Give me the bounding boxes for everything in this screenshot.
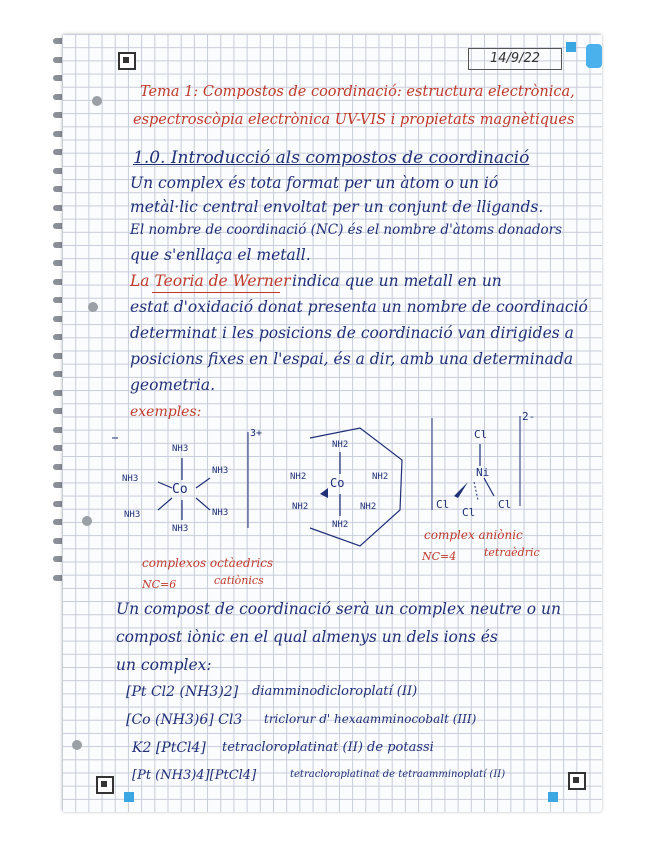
corner-square-top-right: [566, 42, 576, 52]
structure3-ligand-top: Cl: [474, 428, 488, 441]
date-field: 14/9/22: [468, 48, 562, 70]
examples-label: exemples:: [130, 404, 202, 420]
structure2-ligand-bottom: NH2: [332, 520, 349, 530]
paragraph1-line-1: Un complex és tota format per un àtom o un ió: [130, 174, 499, 192]
section-heading: 1.0. Introducció als compostos de coordinació: [133, 148, 530, 168]
structure3-ligand-middle: Cl: [462, 506, 476, 519]
paragraph1-line-4: que s'enllaça el metall.: [130, 246, 311, 264]
structure2-ligand-lower-left: NH2: [292, 502, 309, 512]
structure1-ligand-bottom: NH3: [172, 524, 189, 534]
paragraph3-line-1: Un compost de coordinació serà un complex neutre o un: [116, 600, 561, 618]
example-3-formula: K2 [PtCl4]: [132, 740, 206, 756]
structure1-center: Co: [172, 482, 188, 497]
page-tab: [586, 44, 602, 68]
paragraph1-line-3: El nombre de coordinació (NC) és el nombre d'àtoms donadors: [130, 222, 563, 238]
structure3-charge: 2-: [522, 410, 536, 423]
caption-left-line-2: catiònics: [214, 574, 264, 587]
structure2-center: Co: [330, 476, 345, 490]
nc-left: NC=6: [142, 578, 177, 591]
caption-right-line-1: complex aniònic: [424, 528, 523, 542]
example-3-name: tetracloroplatinat (II) de potassi: [222, 740, 434, 755]
caption-right-line-2: tetraèdric: [484, 546, 540, 559]
paragraph3-line-2: compost iònic en el qual almenys un dels ions és: [116, 628, 498, 646]
structure1-charge: 3+: [250, 428, 263, 439]
caption-left-line-1: complexos octàedrics: [142, 556, 274, 570]
paragraph2-line-1-rest: indica que un metall en un: [292, 272, 502, 290]
structure1-ligand-top: NH3: [172, 444, 189, 454]
nc-right: NC=4: [422, 550, 457, 563]
example-1-formula: [Pt Cl2 (NH3)2]: [126, 684, 239, 700]
structure1-ligand-left: NH3: [122, 474, 139, 484]
corner-marker-bottom-left: [96, 776, 114, 794]
structure1-ligand-bottom-left: NH3: [124, 510, 141, 520]
werner-label: La Teoria de Werner: [130, 272, 291, 290]
structure1-ligand-bottom-right: NH3: [212, 508, 229, 518]
structure2-ligand-left: NH2: [290, 472, 307, 482]
paragraph2-line-3: determinat i les posicions de coordinació van dirigides a: [130, 324, 574, 342]
punch-hole: [92, 96, 102, 106]
structure3-ligand-left: Cl: [436, 498, 450, 511]
paragraph2-line-5: geometria.: [130, 376, 216, 394]
structure2-ligand-right: NH2: [372, 472, 389, 482]
corner-square-bottom-right: [548, 792, 558, 802]
structure3-center: Ni: [476, 466, 490, 479]
paragraph3-line-3: un complex:: [116, 656, 212, 674]
title-line-2: espectroscòpia electrònica UV-VIS i propietats magnètiques: [133, 112, 575, 128]
paragraph1-line-2: metàl·lic central envoltat per un conjunt de lligands.: [130, 198, 544, 216]
structure1-ligand-right: NH3: [212, 466, 229, 476]
punch-hole: [82, 516, 92, 526]
corner-square-bottom-left: [124, 792, 134, 802]
structure3-ligand-right: Cl: [498, 498, 512, 511]
structure2-ligand-lower-right: NH2: [360, 502, 377, 512]
structure2-ligand-top: NH2: [332, 440, 349, 450]
werner-underline: [152, 292, 280, 293]
corner-marker-top-left: [118, 52, 136, 70]
octahedral-structure-2-lines: [280, 418, 420, 558]
title-line-1: Tema 1: Compostos de coordinació: estructura electrònica,: [140, 84, 575, 100]
punch-hole: [88, 302, 98, 312]
example-4-formula: [Pt (NH3)4][PtCl4]: [132, 768, 257, 783]
paragraph2-line-4: posicions fixes en l'espai, és a dir, amb una determinada: [130, 350, 574, 368]
example-2-formula: [Co (NH3)6] Cl3: [126, 712, 243, 728]
corner-marker-bottom-right: [568, 772, 586, 790]
punch-hole: [72, 740, 82, 750]
paragraph2-line-2: estat d'oxidació donat presenta un nombre de coordinació: [130, 298, 588, 316]
example-2-name: triclorur d' hexaamminocobalt (III): [264, 712, 477, 726]
example-4-name: tetracloroplatinat de tetraamminoplatí (II): [290, 769, 506, 780]
example-1-name: diamminodicloroplatí (II): [252, 684, 418, 699]
